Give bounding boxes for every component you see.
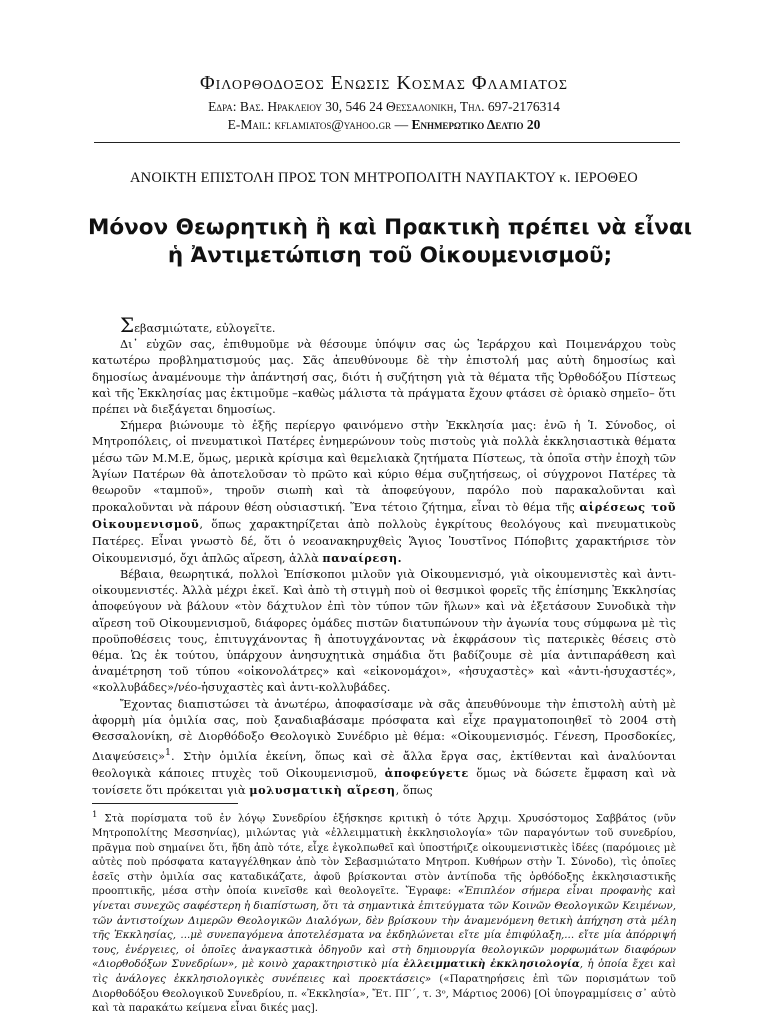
header-divider	[94, 142, 680, 143]
paragraph-4-emphasis-avoid: ἀποφεύγετε	[384, 766, 469, 781]
bulletin-number: Ενημερωτικο Δελτιο 20	[411, 117, 541, 132]
letter-body	[92, 313, 677, 800]
email-label: E-Mail:	[227, 117, 272, 132]
paragraph-2-text-b: , ὅπως χαρακτηρίζεται ἀπὸ πολλοὺς ἐγκρίτους θεολόγους καὶ πνευματικοὺς Πατέρες. Εἶναι γνωστὸ δέ, ὅτι ὁ νεοανακηρυχθεὶς Ἅγιος Ἰουστῖνος Πόποβιτς χαρακτήρισε τὸν Οἰκουμενισμό, ὄχι ἁπλῶς αἵρεση, ἀλλὰ	[92, 518, 676, 565]
paragraph-2-text-a: Σήμερα βιώνουμε τὸ ἑξῆς περίεργο φαινόμενο στὴν Ἐκκλησία μας: ἐνῶ ἡ Ἱ. Σύνοδος, οἱ Μητροπόλεις, οἱ πνευματικοὶ Πατέρες ἐνημερώνουν τοὺς πιστοὺς γιὰ πολλὰ ἐκκλησιαστικὰ θέματα μέσω τῶν Μ.Μ.Ε, ὅμως, μερικὰ κρίσιμα καὶ θεμελιακὰ ζητήματα Πίστεως, τὰ ὁποῖα στὴν ἐποχὴ τῶν Ἁγίων Πατέρων θὰ ἀποτελοῦσαν τὸ πρῶτο καὶ κύριο θέμα συζητήσεως, οἱ σύγχρονοι Πατέρες τὰ θεωροῦν «ταμποῦ», τηροῦν σιωπὴ καὶ τὰ ἀποφεύγουν, παρόλο ποὺ παρακαλοῦνται καὶ προκαλοῦνται νὰ πάρουν θέση οὐσιαστική. Ἕνα τέτοιο ζήτημα, εἶναι τὸ θέμα τῆς	[92, 419, 676, 515]
salutation	[92, 313, 676, 337]
email-address[interactable]: kflamiatos@yahoo.gr	[274, 117, 392, 132]
salutation-text: εβασμιώτατε, εὐλογεῖτε.	[134, 322, 276, 335]
paragraph-4-text-a: Ἔχοντας διαπιστώσει τὰ ἀνωτέρω, ἀποφασίσαμε νὰ σᾶς ἀπευθύνουμε τὴν ἐπιστολὴ αὐτὴ μὲ ἀφορμὴ μία ὁμιλία σας, ποὺ ξαναδιαβάσαμε πρόσφατα καὶ εἶχε πραγματοποιηθεῖ τὸ 2004 στὴ Θεσσαλονίκη, σὲ Διορθόδοξο Θεολογικὸ Συνέδριο μὲ θέμα: «Οἰκουμενισμός. Γένεση, Προσδοκίες, Διαψεύσεις»	[92, 697, 676, 764]
salutation-initial: Σ	[120, 313, 135, 337]
footnote-number: 1	[92, 810, 98, 820]
paragraph-1: Δι᾽ εὐχῶν σας, ἐπιθυμοῦμε νὰ θέσουμε ὑπόψιν σας ὡς Ἱεράρχου καὶ Ποιμενάρχου τοὺς κατωτέρω προβληματισμούς μας. Σᾶς ἀπευθύνουμε δὲ τὴν ἐπιστολή μας αὐτὴ δημοσίως καὶ δημοσίως ἀναμένουμε τὴν ἀπάντησή σας, διότι ἡ συζήτηση γιὰ τὰ θέματα τῆς Ὀρθοδόξου Πίστεως καὶ τῆς Ἐκκλησίας μας ἐκτιμοῦμε –καθὼς μάλιστα τὰ πράγματα ἔχουν φτάσει σὲ ὁριακὸ σημεῖο– ὅτι πρέπει νὰ διεξάγεται δημοσίως.	[92, 338, 676, 417]
paragraph-2	[92, 418, 676, 567]
paragraph-4-text-d: , ὅπως	[395, 784, 433, 798]
letter-heading: ΑΝΟΙΚΤΗ ΕΠΙΣΤΟΛΗ ΠΡΟΣ ΤΟΝ ΜΗΤΡΟΠΟΛΙΤΗ ΝΑΥΠΑΚΤΟΥ κ. ΙΕΡΟΘΕΟ	[130, 170, 638, 186]
footnote-source: («Παρατηρήσεις ἐπὶ τῶν πορισμάτων τοῦ Διορθοδόξου Θεολογικοῦ Συνεδρίου, π. «Ἐκκλησία», Ἔτ. ΠΓ΄, τ. 3ᵒ, Μάρτιος 2006) [Οἱ ὑπογραμμίσεις σ᾽ αὐτὸ καὶ τὰ παρακάτω κείμενα εἶναι δικές μας].	[92, 972, 676, 1015]
paragraph-2-emphasis-panheresy: παναίρεση.	[322, 550, 403, 565]
paragraph-2-emphasis-heresy: αἱρέσεως τοῦ Οἰκουμενισμοῦ	[92, 500, 677, 532]
footnote-text-a: Στὰ πορίσματα τοῦ ἐν λόγῳ Συνεδρίου ἐξήσκησε κριτικὴ ὁ τότε Ἀρχιμ. Χρυσόστομος Σαββάτος (νῦν Μητροπολίτης Μεσσηνίας), μιλώντας γιὰ «ἐλλειμματικὴ ἐκκλησιολογία» τῶν παραγόντων τοῦ συνεδρίου, πρᾶγμα ποὺ σημαίνει ὅτι, ἤδη ἀπὸ τότε, εἶχε ἐγκολπωθεῖ καὶ ὑποστήριζε οἰκουμενιστικὲς ἰδέες (παρόμοιες μὲ αὐτὲς ποὺ πρόσφατα καταγγέλθηκαν ἀπὸ τὸν Σεβασμιώτατο Μητροπ. Κυθήρων στὴν Ἱ. Σύνοδο), τὶς ὁποῖες ἐσεῖς στὴν ὁμιλία σας καταδικάζατε, ἀφοῦ βρίσκονται στὸν ἀντίποδα τῆς ὀρθόδοξης ἐκκλησιαστικῆς προοπτικῆς, μέσα στὴν ὁποία κινεῖσθε καὶ θεολογεῖτε. Ἔγραφε:	[92, 812, 676, 898]
footnote	[92, 808, 676, 1016]
footnote-reference[interactable]: 1	[165, 747, 172, 759]
separator: —	[394, 117, 409, 132]
document-title	[80, 214, 700, 270]
footnote-quote-end: , ἡ ὁποία ἔχει καὶ τὶς ἀνάλογες ἐκκλησιολογικὲς συνέπειες καὶ προεκτάσεις»	[92, 958, 676, 985]
footnote-quote-emphasis: ἐλλειμματικὴ ἐκκλησιολογία	[403, 958, 580, 971]
title-line-2: ἡ Ἀντιμετώπιση τοῦ Οἰκουμενισμοῦ;	[167, 243, 613, 268]
organization-name: Φιλορθοδοξος Ενωσις Κοσμας Φλαμιατος	[200, 72, 568, 94]
paragraph-4	[92, 697, 676, 800]
paragraph-4-emphasis-contagious: μολυσματικὴ αἵρεση	[249, 783, 396, 798]
organization-contact	[0, 117, 768, 133]
footnote-quote: «Ἐπιπλέον σήμερα εἶναι προφανὴς καὶ γίνεται συνεχῶς σαφέστερη ἡ διαπίστωση, ὅτι τὰ σημαντικὰ ἐπιτεύγματα τῶν Κοινῶν Θεολογικῶν Κειμένων, τῶν ἀντιστοίχων Διμερῶν Θεολογικῶν Διαλόγων, δὲν βρίσκουν τὴν ἀναμενόμενη θετικὴ ἀπήχηση στὰ μέλη τῆς Ἐκκλησίας, ...μὲ συνεπαγόμενα ἀποτελέσματα να ἐκδηλώνεται εἴτε μία ἐπιφύλαξη,... εἴτε μία ἀπόρριψή τους, ἐνέργειες, οἱ ὁποῖες ἀναγκαστικὰ ὁδηγοῦν καὶ στὴ δημιουργία θεολογικῶν μορφωμάτων διαφόρων «Διορθοδόξων Συνεδρίων», μὲ κοινὸ χαρακτηριστικὸ μία	[92, 885, 676, 971]
paragraph-4-text-b: . Στὴν ὁμιλία ἐκείνη, ὅπως καὶ σὲ ἄλλα ἔργα σας, ἐκτίθενται καὶ ἀναλύονται θεολογικὰ κάποιες πτυχὲς τοῦ Οἰκουμενισμοῦ,	[92, 750, 676, 781]
paragraph-3: Βέβαια, θεωρητικά, πολλοὶ Ἐπίσκοποι μιλοῦν γιὰ Οἰκουμενισμό, γιὰ οἰκουμενιστὲς καὶ ἀντι-οἰκουμενιστές. Ἀλλὰ μέχρι ἐκεῖ. Καὶ ἀπὸ τὴ στιγμὴ ποὺ οἱ θεσμικοὶ φορεῖς τῆς ἐπίσημης Ἐκκλησίας ἀποφεύγουν νὰ βάλουν «τὸν δάχτυλον ἐπὶ τὸν τύπον τῶν ἥλων» καὶ νὰ ἐξετάσουν Συνοδικὰ τὴν αἵρεση τοῦ Οἰκουμενισμοῦ, διάφορες ὁμάδες πιστῶν διατυπώνουν τὴν ἀγωνία τους σύμφωνα μὲ τὶς προϋποθέσεις τους, ἐπιτυγχάνοντας ἢ ἀποτυγχάνοντας νὰ ἐκφράσουν τὶς πατερικὲς θέσεις στὸ θέμα. Ὡς ἐκ τούτου, ὑπάρχουν ἀνησυχητικὰ σημάδια ὅτι βαδίζουμε σὲ μία ἀντιπαράθεση καὶ ἀναμέτρηση τοῦ τύπου «οἰκονολάτρες» καὶ «εἰκονομάχοι», «ἡσυχαστὲς» καὶ «ἀντι-ἡσυχαστές», «κολλυβάδες»/νέο-ἡσυχαστὲς καὶ ἀντι-κολλυβάδες.	[92, 568, 676, 695]
footnote-divider	[92, 803, 238, 804]
title-line-1: Μόνον Θεωρητικὴ ἢ καὶ Πρακτικὴ πρέπει νὰ εἶναι	[87, 215, 693, 240]
paragraph-4-text-c: ὅμως νὰ δώσετε ἔμφαση καὶ νὰ τονίσετε ὅτι πρόκειται γιὰ	[92, 767, 677, 798]
footnote-1	[92, 808, 676, 1016]
organization-address: Εδρα: Βασ. Ηρακλειου 30, 546 24 Θεσσαλονικη, Τηλ. 697-2176314	[208, 99, 560, 114]
